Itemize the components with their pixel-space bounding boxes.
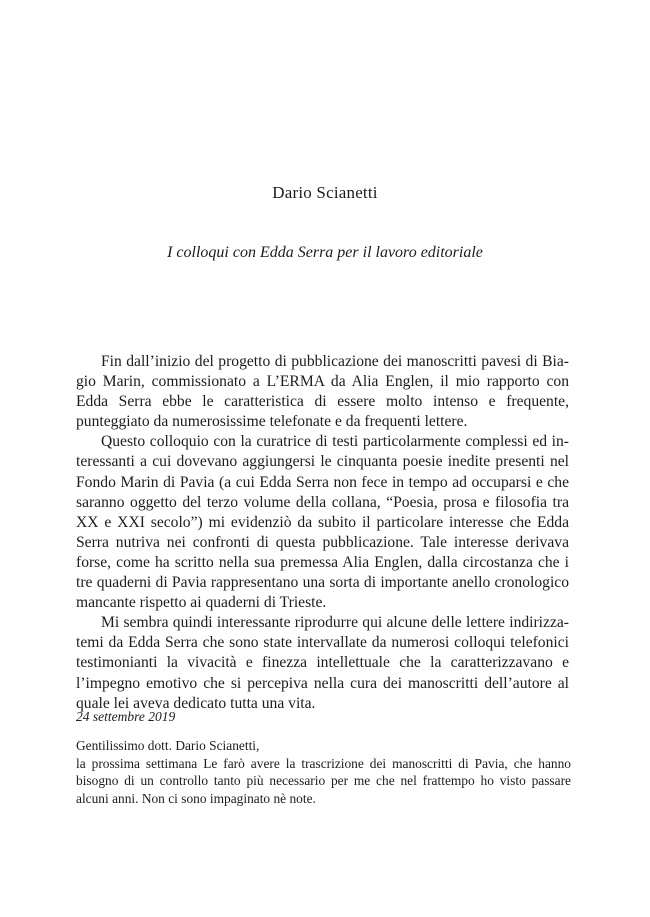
letter-salutation: Gentilissimo dott. Dario Scianetti, bbox=[76, 738, 260, 753]
author-name: Dario Scianetti bbox=[272, 183, 378, 202]
letter-block bbox=[76, 737, 571, 807]
body-paragraph: Questo colloquio con la curatrice di testi particolarmente complessi ed interessanti a cui dovevano aggiungersi le cinquanta poesie inedite presenti nel Fondo Marin di Pavia (a cui Edda Serra non fece in tempo ad occuparsi e che saranno oggetto del terzo volume della collana, “Poesia, prosa e filosofia tra XX e XXI secolo”) mi evidenziò da subito il particolare interesse che Edda Serra nutriva nei confronti di questa pubblicazione. Tale interesse derivava forse, come ha scritto nella sua premessa Alia Englen, dalla circostanza che i tre quaderni di Pavia rappresentano una sorta di importante anello cronologico mancante rispetto ai quaderni di Trieste. bbox=[76, 433, 569, 612]
body-paragraph: Mi sembra quindi interessante riprodurre qui alcune delle lettere indirizzatemi da Edda Serra che sono state intervallate da numerosi colloqui telefonici testimonianti la vivacità e finezza intellettuale che la caratterizzavano e l’impegno emotivo che si percepiva nella cura dei manoscritti dell’autore al quale lei aveva dedicato tutta una vita. bbox=[76, 614, 569, 712]
body-paragraph: Fin dall’inizio del progetto di pubblicazione dei manoscritti pavesi di Biagio Marin, commissionato a L’ERMA da Alia Englen, il mio rapporto con Edda Serra ebbe le caratteristica di essere molto intenso e frequente, punteggiato da numerosissime telefonate e da frequenti lettere. bbox=[76, 353, 569, 431]
letter-date: 24 settembre 2019 bbox=[76, 709, 176, 724]
body-text bbox=[76, 352, 569, 714]
essay-title: I colloqui con Edda Serra per il lavoro editoriale bbox=[167, 244, 483, 261]
letter-text: la prossima settimana Le farò avere la trascrizione dei manoscritti di Pavia, che hanno bisogno di un controllo tanto più necessario per me che nel frattempo ho visto passare alcuni anni. Non ci sono impaginato nè note. bbox=[76, 755, 571, 806]
